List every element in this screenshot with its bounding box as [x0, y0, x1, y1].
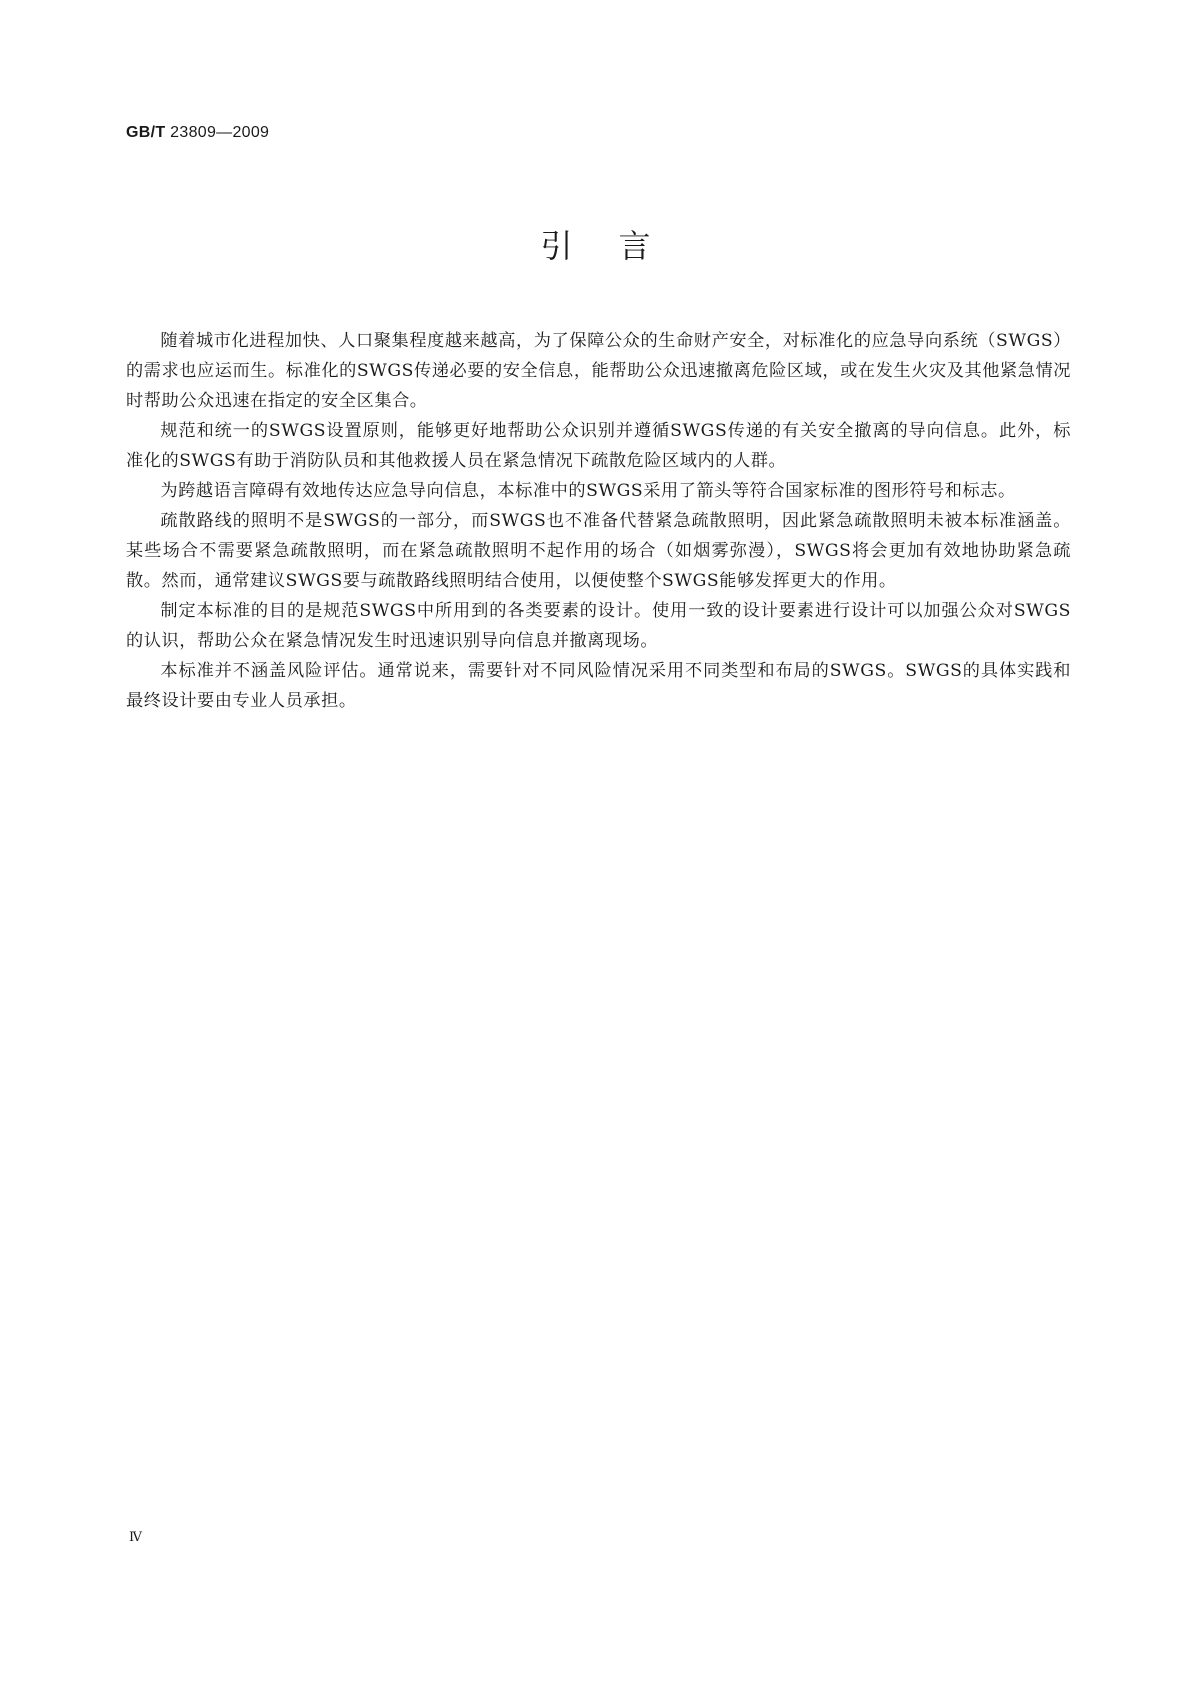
page-title: 引言 — [540, 227, 697, 265]
paragraph-5: 制定本标准的目的是规范SWGS中所用到的各类要素的设计。使用一致的设计要素进行设计可以加强公众对SWGS的认识，帮助公众在紧急情况发生时迅速识别导向信息并撤离现场。 — [126, 601, 1071, 651]
introduction-body — [126, 326, 1071, 716]
standard-code-number: 23809—2009 — [165, 124, 270, 141]
standard-code — [126, 124, 269, 142]
paragraph-1: 随着城市化进程加快、人口聚集程度越来越高，为了保障公众的生命财产安全，对标准化的应急导向系统（SWGS）的需求也应运而生。标准化的SWGS传递必要的安全信息，能帮助公众迅速撤离危险区域，或在发生火灾及其他紧急情况时帮助公众迅速在指定的安全区集合。 — [126, 331, 1071, 411]
standard-code-prefix: GB/T — [126, 124, 166, 141]
paragraph-2: 规范和统一的SWGS设置原则，能够更好地帮助公众识别并遵循SWGS传递的有关安全撤离的导向信息。此外，标准化的SWGS有助于消防队员和其他救援人员在紧急情况下疏散危险区域内的人群。 — [126, 421, 1071, 471]
paragraph-3: 为跨越语言障碍有效地传达应急导向信息，本标准中的SWGS采用了箭头等符合国家标准的图形符号和标志。 — [160, 481, 1016, 501]
paragraph-4: 疏散路线的照明不是SWGS的一部分，而SWGS也不准备代替紧急疏散照明，因此紧急疏散照明未被本标准涵盖。某些场合不需要紧急疏散照明，而在紧急疏散照明不起作用的场合（如烟雾弥漫），SWGS将会更加有效地协助紧急疏散。然而，通常建议SWGS要与疏散路线照明结合使用，以便使整个SWGS能够发挥更大的作用。 — [126, 511, 1071, 591]
paragraph-6: 本标准并不涵盖风险评估。通常说来，需要针对不同风险情况采用不同类型和布局的SWGS。SWGS的具体实践和最终设计要由专业人员承担。 — [126, 661, 1071, 711]
page-number: Ⅳ — [129, 1530, 142, 1545]
